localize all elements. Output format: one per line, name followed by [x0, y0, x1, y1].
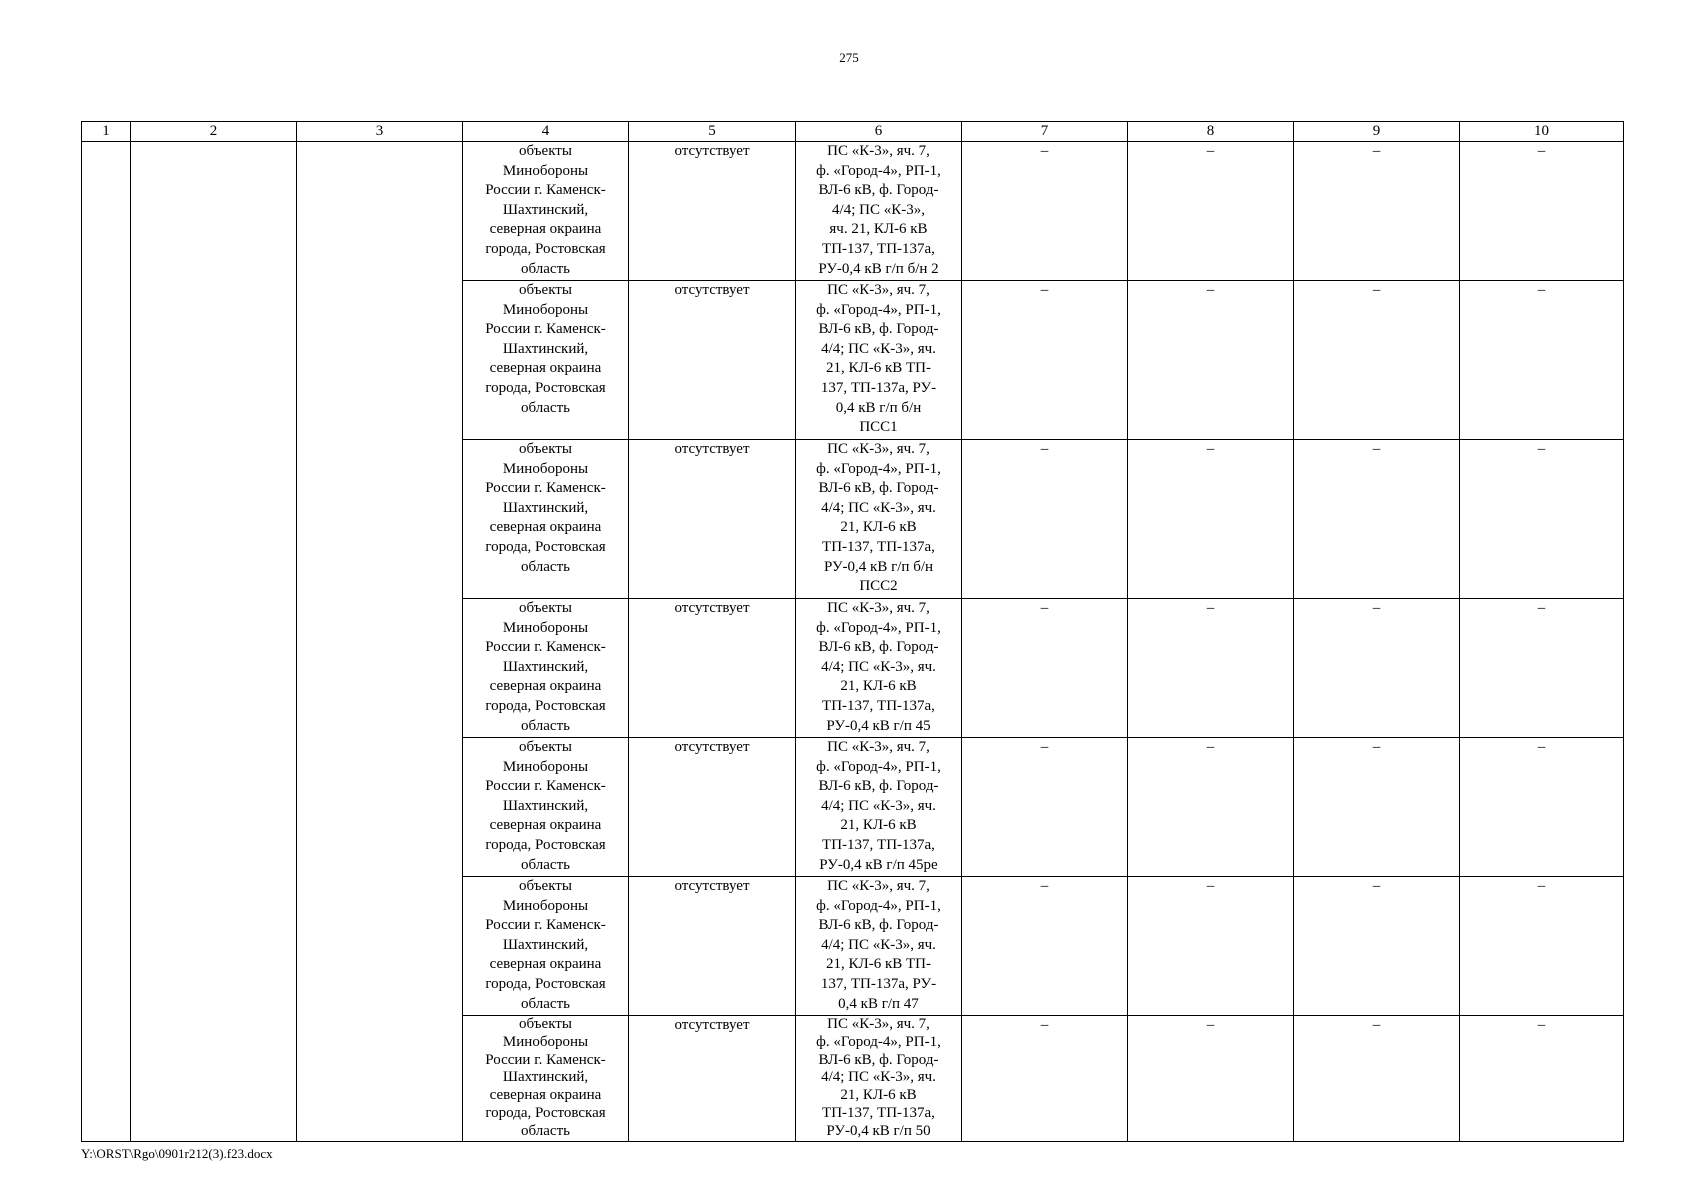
connection-cell: ПС «К-3», яч. 7, ф. «Город-4», РП-1, ВЛ-6 кВ, ф. Город- 4/4; ПС «К-3», яч. 21, КЛ-6 кВ ТП- 137, ТП-137а, РУ- 0,4 кВ г/п б/н ПСС1	[796, 281, 962, 440]
col-10-cell: –	[1460, 1016, 1624, 1142]
connection-cell: ПС «К-3», яч. 7, ф. «Город-4», РП-1, ВЛ-6 кВ, ф. Город- 4/4; ПС «К-3», яч. 21, КЛ-6 кВ ТП-137, ТП-137а, РУ-0,4 кВ г/п 50	[796, 1016, 962, 1142]
object-cell: объекты Минобороны России г. Каменск- Шахтинский, северная окраина города, Ростовская область	[463, 738, 629, 877]
col-7-cell: –	[962, 1016, 1128, 1142]
status-cell: отсутствует	[629, 738, 796, 877]
status-cell: отсутствует	[629, 877, 796, 1016]
header-row	[82, 122, 1624, 142]
col-10-cell: –	[1460, 877, 1624, 1016]
page-number: 275	[839, 50, 859, 65]
header-col-10: 10	[1460, 122, 1624, 142]
col-8-cell: –	[1128, 142, 1294, 281]
status-cell: отсутствует	[629, 1016, 796, 1142]
col-10-cell: –	[1460, 281, 1624, 440]
col-8-cell: –	[1128, 738, 1294, 877]
status-cell: отсутствует	[629, 142, 796, 281]
col-7-cell: –	[962, 440, 1128, 599]
col-9-cell: –	[1294, 440, 1460, 599]
table-row	[82, 142, 1624, 281]
object-cell: объекты Минобороны России г. Каменск- Шахтинский, северная окраина города, Ростовская область	[463, 1016, 629, 1142]
col-9-cell: –	[1294, 877, 1460, 1016]
col-10-cell: –	[1460, 440, 1624, 599]
col-9-cell: –	[1294, 1016, 1460, 1142]
col-10-cell: –	[1460, 142, 1624, 281]
header-col-7: 7	[962, 122, 1128, 142]
connection-cell: ПС «К-3», яч. 7, ф. «Город-4», РП-1, ВЛ-6 кВ, ф. Город- 4/4; ПС «К-3», яч. 21, КЛ-6 кВ ТП-137, ТП-137а, РУ-0,4 кВ г/п 45	[796, 599, 962, 738]
connection-cell: ПС «К-3», яч. 7, ф. «Город-4», РП-1, ВЛ-6 кВ, ф. Город- 4/4; ПС «К-3», яч. 21, КЛ-6 кВ ТП-137, ТП-137а, РУ-0,4 кВ г/п б/н ПСС2	[796, 440, 962, 599]
status-cell: отсутствует	[629, 281, 796, 440]
col-8-cell: –	[1128, 599, 1294, 738]
object-cell: объекты Минобороны России г. Каменск- Шахтинский, северная окраина города, Ростовская область	[463, 142, 629, 281]
object-cell: объекты Минобороны России г. Каменск- Шахтинский, северная окраина города, Ростовская область	[463, 877, 629, 1016]
col-8-cell: –	[1128, 877, 1294, 1016]
status-cell: отсутствует	[629, 440, 796, 599]
col-7-cell: –	[962, 142, 1128, 281]
header-col-4: 4	[463, 122, 629, 142]
merged-cell-col-3	[297, 142, 463, 1142]
col-7-cell: –	[962, 281, 1128, 440]
col-10-cell: –	[1460, 738, 1624, 877]
object-cell: объекты Минобороны России г. Каменск- Шахтинский, северная окраина города, Ростовская область	[463, 281, 629, 440]
col-7-cell: –	[962, 599, 1128, 738]
object-cell: объекты Минобороны России г. Каменск- Шахтинский, северная окраина города, Ростовская область	[463, 599, 629, 738]
header-col-9: 9	[1294, 122, 1460, 142]
data-table	[81, 121, 1624, 1142]
header-col-8: 8	[1128, 122, 1294, 142]
connection-cell: ПС «К-3», яч. 7, ф. «Город-4», РП-1, ВЛ-6 кВ, ф. Город- 4/4; ПС «К-3», яч. 21, КЛ-6 кВ ТП- 137, ТП-137а, РУ- 0,4 кВ г/п 47	[796, 877, 962, 1016]
merged-cell-col-1	[82, 142, 131, 1142]
merged-cell-col-2	[131, 142, 297, 1142]
header-col-6: 6	[796, 122, 962, 142]
connection-cell: ПС «К-3», яч. 7, ф. «Город-4», РП-1, ВЛ-6 кВ, ф. Город- 4/4; ПС «К-3», яч. 21, КЛ-6 кВ ТП-137, ТП-137а, РУ-0,4 кВ г/п 45ре	[796, 738, 962, 877]
col-9-cell: –	[1294, 281, 1460, 440]
col-9-cell: –	[1294, 142, 1460, 281]
header-col-3: 3	[297, 122, 463, 142]
footer-file-path: Y:\ORST\Rgo\0901r212(3).f23.docx	[81, 1146, 273, 1161]
col-7-cell: –	[962, 738, 1128, 877]
header-col-2: 2	[131, 122, 297, 142]
header-col-1: 1	[82, 122, 131, 142]
connection-cell: ПС «К-3», яч. 7, ф. «Город-4», РП-1, ВЛ-6 кВ, ф. Город- 4/4; ПС «К-3», яч. 21, КЛ-6 кВ ТП-137, ТП-137а, РУ-0,4 кВ г/п б/н 2	[796, 142, 962, 281]
col-7-cell: –	[962, 877, 1128, 1016]
col-8-cell: –	[1128, 281, 1294, 440]
col-8-cell: –	[1128, 440, 1294, 599]
col-9-cell: –	[1294, 738, 1460, 877]
col-8-cell: –	[1128, 1016, 1294, 1142]
header-col-5: 5	[629, 122, 796, 142]
col-9-cell: –	[1294, 599, 1460, 738]
object-cell: объекты Минобороны России г. Каменск- Шахтинский, северная окраина города, Ростовская область	[463, 440, 629, 599]
status-cell: отсутствует	[629, 599, 796, 738]
col-10-cell: –	[1460, 599, 1624, 738]
